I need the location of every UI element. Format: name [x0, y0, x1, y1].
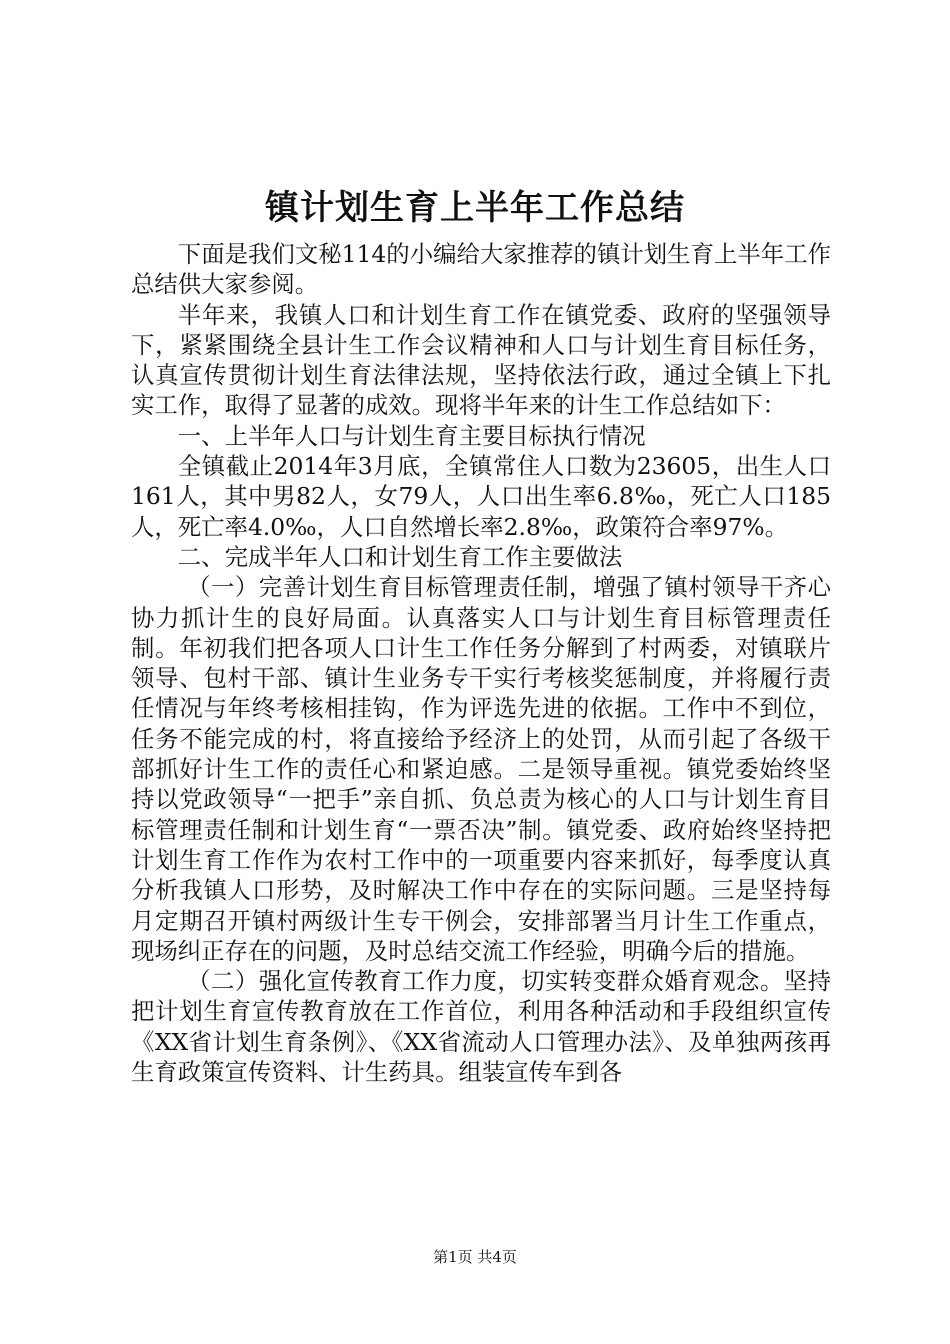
- measures-paragraph-2: （二）强化宣传教育工作力度，切实转变群众婚育观念。坚持把计划生育宣传教育放在工作首位，利用各种活动和手段组织宣传《XX省计划生育条例》、《XX省流动人口管理办法》、及单独两孩再生育政策宣传资料、计生药具。组装宣传车到各: [131, 967, 831, 1087]
- measures-paragraph-1: （一）完善计划生育目标管理责任制，增强了镇村领导干齐心协力抓计生的良好局面。认真落实人口与计划生育目标管理责任制。年初我们把各项人口计生工作任务分解到了村两委，对镇联片领导、包村干部、镇计生业务专干实行考核奖惩制度，并将履行责任情况与年终考核相挂钩，作为评选先进的依据。工作中不到位，任务不能完成的村，将直接给予经济上的处罚，从而引起了各级干部抓好计生工作的责任心和紧迫感。二是领导重视。镇党委始终坚持以党政领导“一把手”亲自抓、负总责为核心的人口与计划生育目标管理责任制和计划生育“一票否决”制。镇党委、政府始终坚持把计划生育工作作为农村工作中的一项重要内容来抓好，每季度认真分析我镇人口形势，及时解决工作中存在的实际问题。三是坚持每月定期召开镇村两级计生专干例会，安排部署当月计生工作重点，现场纠正存在的问题，及时总结交流工作经验，明确今后的措施。: [131, 573, 831, 965]
- intro-paragraph: 下面是我们文秘114的小编给大家推荐的镇计划生育上半年工作总结供大家参阅。: [131, 240, 831, 299]
- document-title: 镇计划生育上半年工作总结: [265, 188, 685, 228]
- overview-paragraph: 半年来，我镇人口和计划生育工作在镇党委、政府的坚强领导下，紧紧围绕全县计生工作会议精神和人口与计划生育目标任务，认真宣传贯彻计划生育法律法规，坚持依法行政，通过全镇上下扎实工作，取得了显著的成效。现将半年来的计生工作总结如下：: [131, 300, 831, 420]
- section-heading-1: 一、上半年人口与计划生育主要目标执行情况: [177, 421, 646, 450]
- page-number-footer: 第1页 共4页: [433, 1248, 517, 1266]
- section-heading-2: 二、完成半年人口和计划生育工作主要做法: [177, 542, 623, 571]
- statistics-paragraph: 全镇截止2014年3月底，全镇常住人口数为23605，出生人口161人，其中男82人，女79人，人口出生率6.8‰，死亡人口185人，死亡率4.0‰，人口自然增长率2.8‰，政策符合率97%。: [131, 452, 831, 541]
- document-body: [131, 239, 831, 1087]
